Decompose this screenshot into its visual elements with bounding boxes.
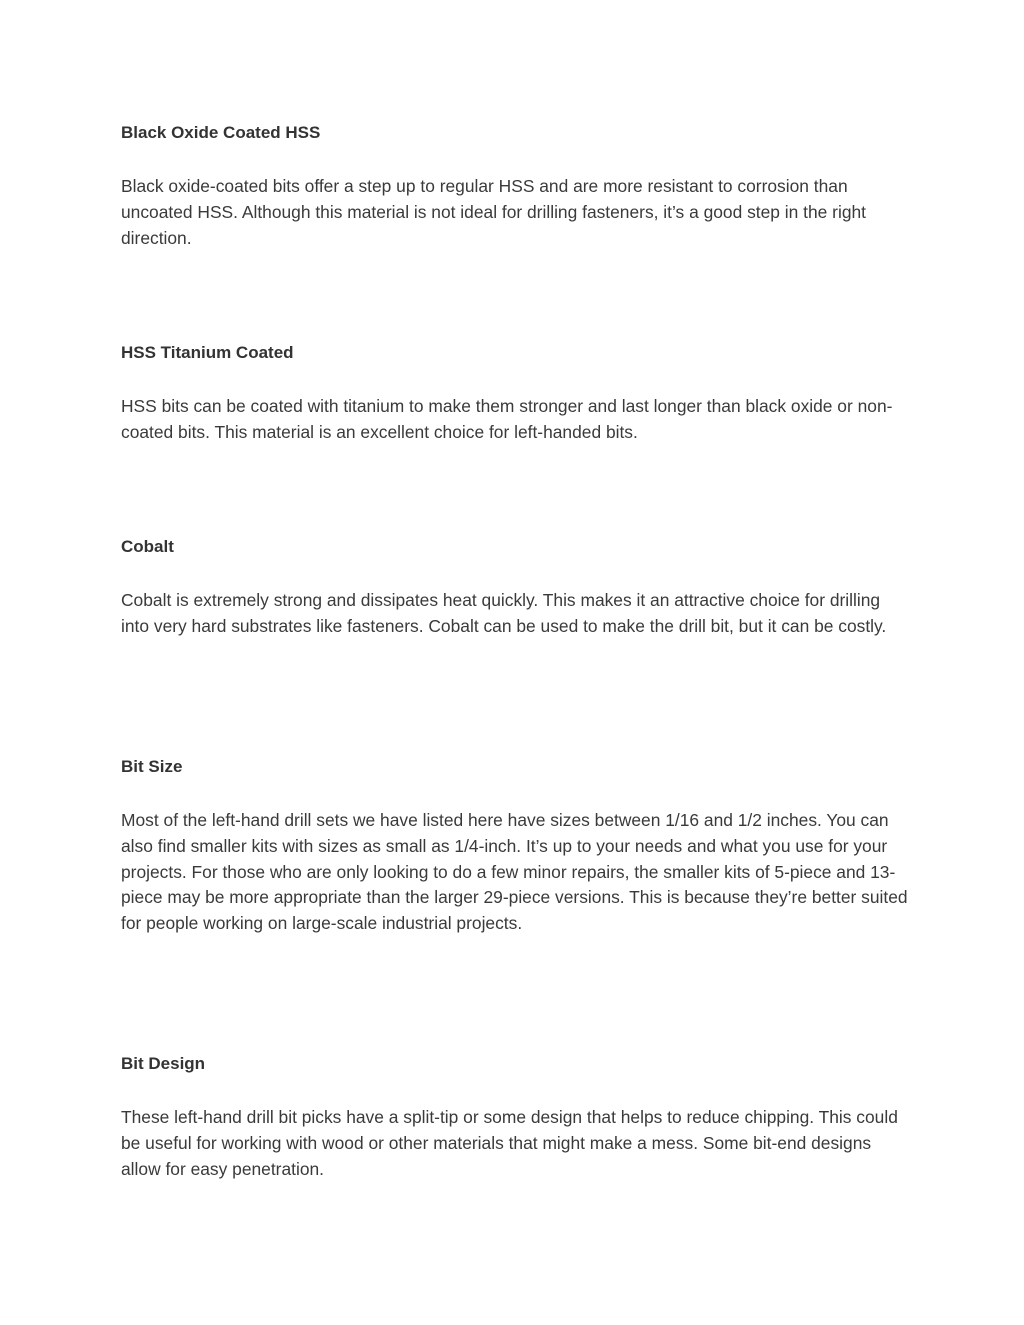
- section-heading: Black Oxide Coated HSS: [121, 123, 321, 142]
- section-cobalt: [121, 534, 911, 640]
- section-paragraph: Black oxide-coated bits offer a step up to regular HSS and are more resistant to corrosion than uncoated HSS. Although this material is not ideal for drilling fasteners, it’s a good step in the right direction.: [121, 176, 867, 248]
- section-heading: HSS Titanium Coated: [121, 343, 294, 362]
- section-paragraph: HSS bits can be coated with titanium to make them stronger and last longer than black oxide or non-coated bits. This material is an excellent choice for left-handed bits.: [121, 396, 893, 442]
- section-paragraph: These left-hand drill bit picks have a split-tip or some design that helps to reduce chipping. This could be useful for working with wood or other materials that might make a mess. Some bit-end designs allow for easy penetration.: [121, 1107, 898, 1179]
- section-heading: Bit Design: [121, 1054, 206, 1073]
- section-paragraph: Most of the left-hand drill sets we have listed here have sizes between 1/16 and 1/2 inches. You can also find smaller kits with sizes as small as 1/4-inch. It’s up to your needs and what you use for your projects. For those who are only looking to do a few minor repairs, the smaller kits of 5-piece and 13-piece may be more appropriate than the larger 29-piece versions. This is because they’re better suited for people working on large-scale industrial projects.: [121, 810, 908, 934]
- section-hss-titanium-coated: [121, 340, 911, 446]
- section-bit-size: [121, 754, 911, 937]
- section-black-oxide-coated-hss: [121, 120, 911, 251]
- section-paragraph: Cobalt is extremely strong and dissipates heat quickly. This makes it an attractive choice for drilling into very hard substrates like fasteners. Cobalt can be used to make the drill bit, but it can be costly.: [121, 590, 887, 636]
- section-heading: Cobalt: [121, 537, 174, 556]
- section-heading: Bit Size: [121, 757, 183, 776]
- section-bit-design: [121, 1051, 911, 1182]
